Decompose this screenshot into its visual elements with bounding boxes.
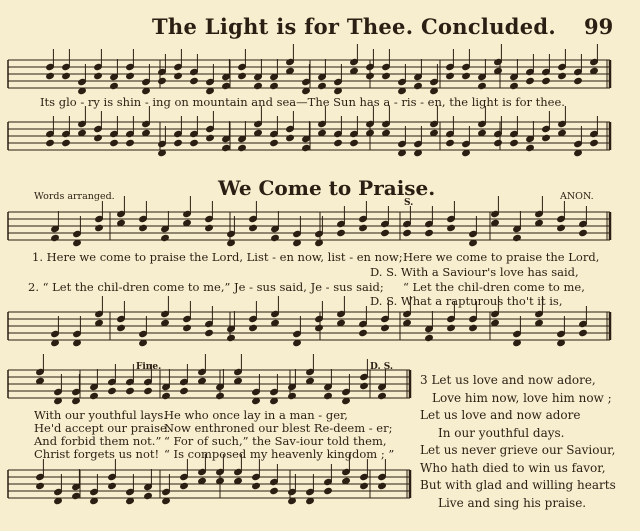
note-head	[144, 492, 153, 499]
note-head	[270, 487, 279, 494]
note-head	[378, 392, 387, 399]
verse1-ds-lyric: D. S. With a Saviour's love has said,	[370, 265, 579, 279]
note-head	[174, 139, 183, 146]
note-head	[447, 324, 456, 331]
note-head	[378, 482, 387, 489]
verse3-line: Who hath died to win us favor,	[420, 460, 606, 475]
row3-lyric-2: He'd accept our praise.	[34, 421, 171, 435]
note-head	[324, 392, 333, 399]
note-head	[574, 77, 583, 84]
note-head	[337, 229, 346, 236]
note-head	[315, 324, 324, 331]
row3-lyric-4: Christ forgets us not!	[34, 447, 160, 461]
note-head	[216, 392, 225, 399]
verse2-lyric-b: “ Let the chil-dren come to me,	[403, 280, 585, 294]
row3-lyric-1: With our youthful lays.	[34, 408, 167, 422]
note-head	[254, 82, 263, 89]
composer-credit: ANON.	[560, 191, 594, 202]
note-head	[72, 492, 81, 499]
note-head	[162, 392, 171, 399]
note-head	[117, 324, 126, 331]
row3-mid-2: Now enthroned our blest Re-deem - er;	[164, 421, 393, 435]
note-head	[222, 82, 231, 89]
row3-mid-3: “ For of such,” the Sav-iour told them,	[164, 434, 387, 448]
note-head	[205, 329, 214, 336]
note-head	[62, 72, 71, 79]
page-title: The Light is for Thee. Concluded.	[152, 14, 556, 39]
note-head	[478, 82, 487, 89]
note-head	[95, 224, 104, 231]
song1-lyric: Its glo - ry is shin - ing on mountain and sea—The Sun has a - ris - en, the light is for thee.	[40, 95, 565, 109]
note-head	[425, 229, 434, 236]
note-head	[238, 72, 247, 79]
note-head	[513, 234, 522, 241]
note-head	[126, 139, 135, 146]
note-head	[414, 82, 423, 89]
note-head	[469, 324, 478, 331]
note-head	[288, 392, 297, 399]
note-head	[249, 224, 258, 231]
note-head	[360, 482, 369, 489]
note-head	[579, 329, 588, 336]
note-head	[590, 139, 599, 146]
note-head	[350, 139, 359, 146]
note-head	[205, 224, 214, 231]
note-head	[90, 392, 99, 399]
note-head	[190, 139, 199, 146]
note-head	[183, 324, 192, 331]
note-head	[174, 72, 183, 79]
note-head	[334, 139, 343, 146]
note-head	[126, 72, 135, 79]
ds-mark: D. S.	[370, 362, 394, 372]
note-head	[270, 82, 279, 89]
verse3-line: But with glad and willing hearts	[420, 478, 616, 492]
note-head	[36, 482, 45, 489]
verse2-ds-lyric: D. S. What a rapturous tho't it is,	[370, 294, 563, 308]
note-head	[158, 77, 167, 84]
note-head	[447, 224, 456, 231]
note-head	[494, 139, 503, 146]
note-head	[462, 72, 471, 79]
note-head	[94, 134, 103, 141]
note-head	[110, 139, 119, 146]
segno-mark: S.	[404, 198, 414, 208]
verse3-line: In our youthful days.	[438, 425, 565, 440]
note-head	[180, 387, 189, 394]
note-head	[139, 224, 148, 231]
note-head	[180, 482, 189, 489]
note-head	[126, 387, 135, 394]
note-head	[252, 482, 261, 489]
note-head	[94, 72, 103, 79]
note-head	[510, 139, 519, 146]
note-head	[270, 139, 279, 146]
verse3-line: Let us love and now adore	[420, 408, 581, 422]
note-head	[359, 224, 368, 231]
verse-three	[420, 372, 635, 512]
note-head	[324, 487, 333, 494]
page-number: 99	[584, 14, 614, 39]
note-head	[542, 77, 551, 84]
row3-mid-1: He who once lay in a man - ger,	[164, 408, 348, 422]
note-head	[558, 72, 567, 79]
note-head	[425, 334, 434, 341]
note-head	[557, 224, 566, 231]
note-head	[382, 72, 391, 79]
verse3-line: Live and sing his praise.	[438, 495, 587, 510]
note-head	[579, 229, 588, 236]
verse2-lyric-a: 2. “ Let the chil-dren come to me,” Je - sus said, Je - sus said;	[28, 280, 384, 294]
note-head	[359, 329, 368, 336]
note-head	[366, 72, 375, 79]
note-head	[381, 229, 390, 236]
note-head	[108, 482, 117, 489]
note-head	[190, 77, 199, 84]
note-head	[286, 134, 295, 141]
note-head	[446, 72, 455, 79]
note-head	[108, 387, 117, 394]
note-head	[51, 234, 60, 241]
note-head	[446, 139, 455, 146]
verse3-line: 3 Let us love and now adore,	[420, 373, 596, 387]
note-head	[62, 139, 71, 146]
note-head	[222, 144, 231, 151]
note-head	[318, 82, 327, 89]
note-head	[46, 72, 55, 79]
verse3-line: Let us never grieve our Saviour,	[420, 443, 616, 457]
words-credit: Words arranged.	[34, 191, 115, 202]
note-head	[144, 387, 153, 394]
note-head	[526, 144, 535, 151]
row3-lyric-3: And forbid them not.”	[34, 434, 162, 448]
note-head	[403, 229, 412, 236]
song-title: We Come to Praise.	[218, 176, 436, 200]
note-head	[381, 324, 390, 331]
note-head	[542, 134, 551, 141]
note-head	[46, 139, 55, 146]
note-head	[360, 382, 369, 389]
verse3-line: Love him now, love him now ;	[432, 390, 612, 405]
note-head	[110, 82, 119, 89]
fine-mark: Fine.	[136, 362, 162, 372]
note-head	[227, 334, 236, 341]
note-head	[238, 144, 247, 151]
note-head	[510, 82, 519, 89]
row3-mid-4: “ Is composed my heavenly kingdom ; ”	[164, 447, 395, 461]
verse1-lyric-a: 1. Here we come to praise the Lord, List - en now, list - en now;	[32, 250, 403, 264]
note-head	[271, 234, 280, 241]
note-head	[161, 234, 170, 241]
note-head	[302, 144, 311, 151]
note-head	[526, 77, 535, 84]
note-head	[206, 134, 215, 141]
note-head	[249, 324, 258, 331]
verse1-lyric-b: Here we come to praise the Lord,	[403, 250, 600, 264]
